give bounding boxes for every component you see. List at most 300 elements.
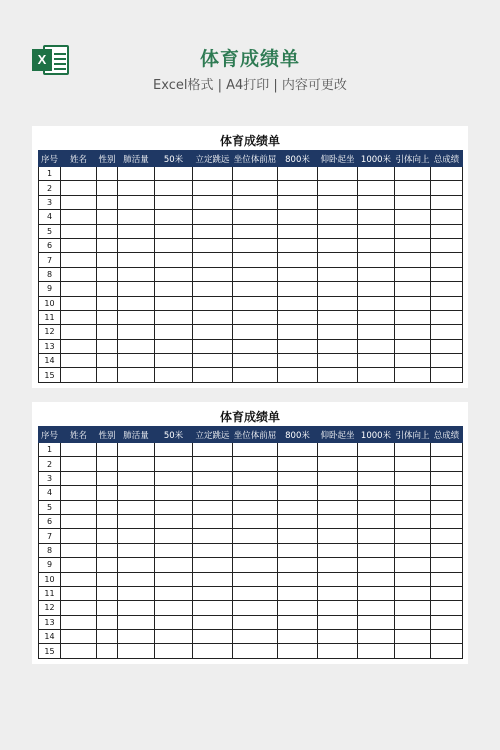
score-cell[interactable] [193,296,233,310]
score-cell[interactable] [358,572,395,586]
score-cell[interactable] [278,354,318,368]
score-cell[interactable] [155,644,193,658]
score-cell[interactable] [193,457,233,471]
score-cell[interactable] [61,325,97,339]
score-cell[interactable] [155,558,193,572]
score-cell[interactable] [278,543,318,557]
score-cell[interactable] [61,368,97,382]
row-number-cell[interactable]: 10 [39,572,61,586]
score-cell[interactable] [318,558,358,572]
score-cell[interactable] [193,282,233,296]
score-cell[interactable] [431,443,463,457]
score-cell[interactable] [155,354,193,368]
score-cell[interactable] [193,224,233,238]
score-cell[interactable] [61,354,97,368]
score-cell[interactable] [61,253,97,267]
score-cell[interactable] [431,572,463,586]
score-cell[interactable] [431,514,463,528]
score-cell[interactable] [278,224,318,238]
score-cell[interactable] [97,486,118,500]
score-cell[interactable] [278,253,318,267]
score-cell[interactable] [61,267,97,281]
score-cell[interactable] [395,238,431,252]
score-cell[interactable] [233,457,278,471]
score-cell[interactable] [97,586,118,600]
score-cell[interactable] [155,224,193,238]
score-cell[interactable] [61,601,97,615]
score-cell[interactable] [358,615,395,629]
score-cell[interactable] [233,167,278,181]
score-cell[interactable] [278,267,318,281]
score-cell[interactable] [193,339,233,353]
score-cell[interactable] [155,267,193,281]
score-cell[interactable] [358,644,395,658]
score-cell[interactable] [61,195,97,209]
score-cell[interactable] [97,543,118,557]
score-cell[interactable] [431,615,463,629]
score-cell[interactable] [358,601,395,615]
score-cell[interactable] [358,181,395,195]
score-cell[interactable] [358,253,395,267]
score-cell[interactable] [193,267,233,281]
score-cell[interactable] [118,224,155,238]
score-cell[interactable] [97,181,118,195]
score-cell[interactable] [155,167,193,181]
row-number-cell[interactable]: 4 [39,210,61,224]
score-cell[interactable] [155,471,193,485]
score-cell[interactable] [193,368,233,382]
score-cell[interactable] [155,572,193,586]
score-cell[interactable] [278,181,318,195]
score-cell[interactable] [118,457,155,471]
score-cell[interactable] [395,630,431,644]
score-cell[interactable] [431,630,463,644]
score-cell[interactable] [395,558,431,572]
score-cell[interactable] [155,601,193,615]
score-cell[interactable] [431,558,463,572]
score-cell[interactable] [193,325,233,339]
score-cell[interactable] [358,267,395,281]
score-cell[interactable] [358,210,395,224]
score-cell[interactable] [431,310,463,324]
row-number-cell[interactable]: 1 [39,167,61,181]
score-cell[interactable] [395,368,431,382]
score-cell[interactable] [318,601,358,615]
row-number-cell[interactable]: 9 [39,282,61,296]
score-cell[interactable] [278,195,318,209]
score-cell[interactable] [61,224,97,238]
score-cell[interactable] [395,354,431,368]
score-cell[interactable] [431,296,463,310]
score-cell[interactable] [318,630,358,644]
score-cell[interactable] [97,310,118,324]
score-cell[interactable] [118,572,155,586]
score-cell[interactable] [278,514,318,528]
row-number-cell[interactable]: 7 [39,253,61,267]
score-cell[interactable] [278,238,318,252]
score-cell[interactable] [318,282,358,296]
score-cell[interactable] [395,310,431,324]
score-cell[interactable] [278,296,318,310]
score-cell[interactable] [97,253,118,267]
score-cell[interactable] [431,368,463,382]
score-cell[interactable] [278,339,318,353]
score-cell[interactable] [118,486,155,500]
score-cell[interactable] [118,195,155,209]
score-cell[interactable] [278,310,318,324]
score-cell[interactable] [358,486,395,500]
score-cell[interactable] [318,195,358,209]
score-cell[interactable] [233,368,278,382]
row-number-cell[interactable]: 13 [39,339,61,353]
score-cell[interactable] [97,529,118,543]
score-cell[interactable] [318,339,358,353]
score-cell[interactable] [318,572,358,586]
score-cell[interactable] [318,210,358,224]
score-cell[interactable] [318,253,358,267]
score-cell[interactable] [233,486,278,500]
score-cell[interactable] [155,529,193,543]
score-cell[interactable] [233,500,278,514]
score-cell[interactable] [97,339,118,353]
score-cell[interactable] [431,224,463,238]
score-cell[interactable] [278,471,318,485]
row-number-cell[interactable]: 8 [39,267,61,281]
score-cell[interactable] [233,224,278,238]
score-cell[interactable] [193,210,233,224]
score-cell[interactable] [61,586,97,600]
row-number-cell[interactable]: 5 [39,224,61,238]
row-number-cell[interactable]: 3 [39,471,61,485]
score-cell[interactable] [97,630,118,644]
row-number-cell[interactable]: 11 [39,586,61,600]
score-cell[interactable] [155,368,193,382]
score-cell[interactable] [395,586,431,600]
score-cell[interactable] [193,586,233,600]
score-cell[interactable] [97,195,118,209]
score-cell[interactable] [358,238,395,252]
score-cell[interactable] [193,167,233,181]
score-cell[interactable] [431,586,463,600]
score-cell[interactable] [395,615,431,629]
score-cell[interactable] [431,282,463,296]
score-cell[interactable] [318,486,358,500]
score-cell[interactable] [358,167,395,181]
score-cell[interactable] [193,238,233,252]
score-cell[interactable] [155,586,193,600]
score-cell[interactable] [118,167,155,181]
score-cell[interactable] [358,586,395,600]
score-cell[interactable] [155,253,193,267]
score-cell[interactable] [395,181,431,195]
score-cell[interactable] [358,224,395,238]
score-cell[interactable] [97,443,118,457]
score-cell[interactable] [318,543,358,557]
score-cell[interactable] [97,615,118,629]
score-cell[interactable] [118,210,155,224]
score-cell[interactable] [97,457,118,471]
score-cell[interactable] [155,210,193,224]
score-cell[interactable] [118,368,155,382]
score-cell[interactable] [278,558,318,572]
score-cell[interactable] [61,471,97,485]
score-cell[interactable] [61,630,97,644]
score-cell[interactable] [193,514,233,528]
score-cell[interactable] [395,514,431,528]
score-cell[interactable] [431,486,463,500]
score-cell[interactable] [318,181,358,195]
score-cell[interactable] [97,267,118,281]
score-cell[interactable] [233,529,278,543]
score-cell[interactable] [278,368,318,382]
score-cell[interactable] [193,500,233,514]
score-cell[interactable] [193,253,233,267]
score-cell[interactable] [278,630,318,644]
score-cell[interactable] [97,471,118,485]
row-number-cell[interactable]: 4 [39,486,61,500]
score-cell[interactable] [358,457,395,471]
score-cell[interactable] [431,253,463,267]
score-cell[interactable] [318,443,358,457]
row-number-cell[interactable]: 15 [39,644,61,658]
score-cell[interactable] [358,195,395,209]
score-cell[interactable] [118,514,155,528]
score-cell[interactable] [233,267,278,281]
score-cell[interactable] [278,615,318,629]
score-cell[interactable] [155,514,193,528]
score-cell[interactable] [97,354,118,368]
score-cell[interactable] [395,486,431,500]
score-cell[interactable] [118,325,155,339]
score-cell[interactable] [61,500,97,514]
score-cell[interactable] [278,210,318,224]
score-cell[interactable] [61,572,97,586]
row-number-cell[interactable]: 15 [39,368,61,382]
score-cell[interactable] [155,195,193,209]
score-cell[interactable] [233,601,278,615]
score-cell[interactable] [395,471,431,485]
score-cell[interactable] [193,443,233,457]
score-cell[interactable] [431,195,463,209]
score-cell[interactable] [358,443,395,457]
score-cell[interactable] [278,586,318,600]
score-cell[interactable] [431,238,463,252]
score-cell[interactable] [395,443,431,457]
score-cell[interactable] [358,500,395,514]
score-cell[interactable] [193,471,233,485]
score-cell[interactable] [278,167,318,181]
score-cell[interactable] [118,558,155,572]
score-cell[interactable] [358,354,395,368]
score-cell[interactable] [61,486,97,500]
score-cell[interactable] [318,457,358,471]
score-cell[interactable] [395,167,431,181]
score-cell[interactable] [97,558,118,572]
score-cell[interactable] [193,181,233,195]
score-cell[interactable] [155,296,193,310]
score-cell[interactable] [395,529,431,543]
score-cell[interactable] [233,543,278,557]
score-cell[interactable] [61,558,97,572]
row-number-cell[interactable]: 9 [39,558,61,572]
score-cell[interactable] [233,310,278,324]
score-cell[interactable] [193,529,233,543]
score-cell[interactable] [61,644,97,658]
score-cell[interactable] [431,601,463,615]
score-cell[interactable] [318,224,358,238]
score-cell[interactable] [233,253,278,267]
score-cell[interactable] [233,630,278,644]
score-cell[interactable] [193,543,233,557]
score-cell[interactable] [97,238,118,252]
score-cell[interactable] [233,586,278,600]
score-cell[interactable] [278,644,318,658]
score-cell[interactable] [395,282,431,296]
row-number-cell[interactable]: 6 [39,514,61,528]
score-cell[interactable] [97,644,118,658]
score-cell[interactable] [318,529,358,543]
score-cell[interactable] [155,500,193,514]
score-cell[interactable] [431,471,463,485]
score-cell[interactable] [431,354,463,368]
score-cell[interactable] [233,282,278,296]
score-cell[interactable] [193,558,233,572]
score-cell[interactable] [318,267,358,281]
score-cell[interactable] [431,325,463,339]
score-cell[interactable] [193,644,233,658]
score-cell[interactable] [155,325,193,339]
row-number-cell[interactable]: 13 [39,615,61,629]
score-cell[interactable] [193,630,233,644]
score-cell[interactable] [395,325,431,339]
score-cell[interactable] [395,457,431,471]
row-number-cell[interactable]: 5 [39,500,61,514]
score-cell[interactable] [233,238,278,252]
score-cell[interactable] [97,601,118,615]
score-cell[interactable] [118,615,155,629]
score-cell[interactable] [318,471,358,485]
score-cell[interactable] [118,282,155,296]
score-cell[interactable] [358,543,395,557]
score-cell[interactable] [61,543,97,557]
score-cell[interactable] [155,443,193,457]
score-cell[interactable] [155,181,193,195]
score-cell[interactable] [193,615,233,629]
score-cell[interactable] [278,500,318,514]
score-cell[interactable] [431,181,463,195]
score-cell[interactable] [278,572,318,586]
score-cell[interactable] [61,167,97,181]
score-cell[interactable] [97,514,118,528]
score-cell[interactable] [118,296,155,310]
score-cell[interactable] [233,443,278,457]
score-cell[interactable] [97,572,118,586]
score-cell[interactable] [395,644,431,658]
row-number-cell[interactable]: 11 [39,310,61,324]
score-cell[interactable] [318,238,358,252]
score-cell[interactable] [233,325,278,339]
score-cell[interactable] [233,339,278,353]
score-cell[interactable] [358,514,395,528]
score-cell[interactable] [278,325,318,339]
score-cell[interactable] [155,457,193,471]
score-cell[interactable] [61,339,97,353]
score-cell[interactable] [233,296,278,310]
score-cell[interactable] [118,529,155,543]
score-cell[interactable] [233,195,278,209]
score-cell[interactable] [431,167,463,181]
score-cell[interactable] [358,282,395,296]
score-cell[interactable] [358,296,395,310]
score-cell[interactable] [118,586,155,600]
score-cell[interactable] [155,238,193,252]
score-cell[interactable] [318,368,358,382]
score-cell[interactable] [97,325,118,339]
score-cell[interactable] [61,457,97,471]
score-cell[interactable] [193,486,233,500]
score-cell[interactable] [97,282,118,296]
score-cell[interactable] [395,210,431,224]
score-cell[interactable] [118,310,155,324]
score-cell[interactable] [118,354,155,368]
score-cell[interactable] [358,339,395,353]
score-cell[interactable] [431,529,463,543]
score-cell[interactable] [118,238,155,252]
score-cell[interactable] [155,615,193,629]
score-cell[interactable] [97,296,118,310]
score-cell[interactable] [193,195,233,209]
score-cell[interactable] [155,543,193,557]
row-number-cell[interactable]: 14 [39,354,61,368]
score-cell[interactable] [155,630,193,644]
score-cell[interactable] [233,558,278,572]
score-cell[interactable] [61,282,97,296]
score-cell[interactable] [193,601,233,615]
score-cell[interactable] [118,543,155,557]
score-cell[interactable] [97,368,118,382]
score-cell[interactable] [233,615,278,629]
score-cell[interactable] [61,210,97,224]
score-cell[interactable] [61,443,97,457]
score-cell[interactable] [118,500,155,514]
score-cell[interactable] [318,644,358,658]
row-number-cell[interactable]: 7 [39,529,61,543]
score-cell[interactable] [233,471,278,485]
score-cell[interactable] [193,572,233,586]
score-cell[interactable] [395,195,431,209]
score-cell[interactable] [155,282,193,296]
score-cell[interactable] [278,443,318,457]
score-cell[interactable] [233,572,278,586]
score-cell[interactable] [118,253,155,267]
score-cell[interactable] [233,514,278,528]
row-number-cell[interactable]: 1 [39,443,61,457]
score-cell[interactable] [395,543,431,557]
score-cell[interactable] [318,167,358,181]
score-cell[interactable] [318,310,358,324]
score-cell[interactable] [61,238,97,252]
row-number-cell[interactable]: 10 [39,296,61,310]
score-cell[interactable] [233,181,278,195]
score-cell[interactable] [278,529,318,543]
score-cell[interactable] [118,601,155,615]
score-cell[interactable] [278,457,318,471]
score-cell[interactable] [431,267,463,281]
score-cell[interactable] [118,181,155,195]
row-number-cell[interactable]: 8 [39,543,61,557]
score-cell[interactable] [431,210,463,224]
score-cell[interactable] [97,500,118,514]
